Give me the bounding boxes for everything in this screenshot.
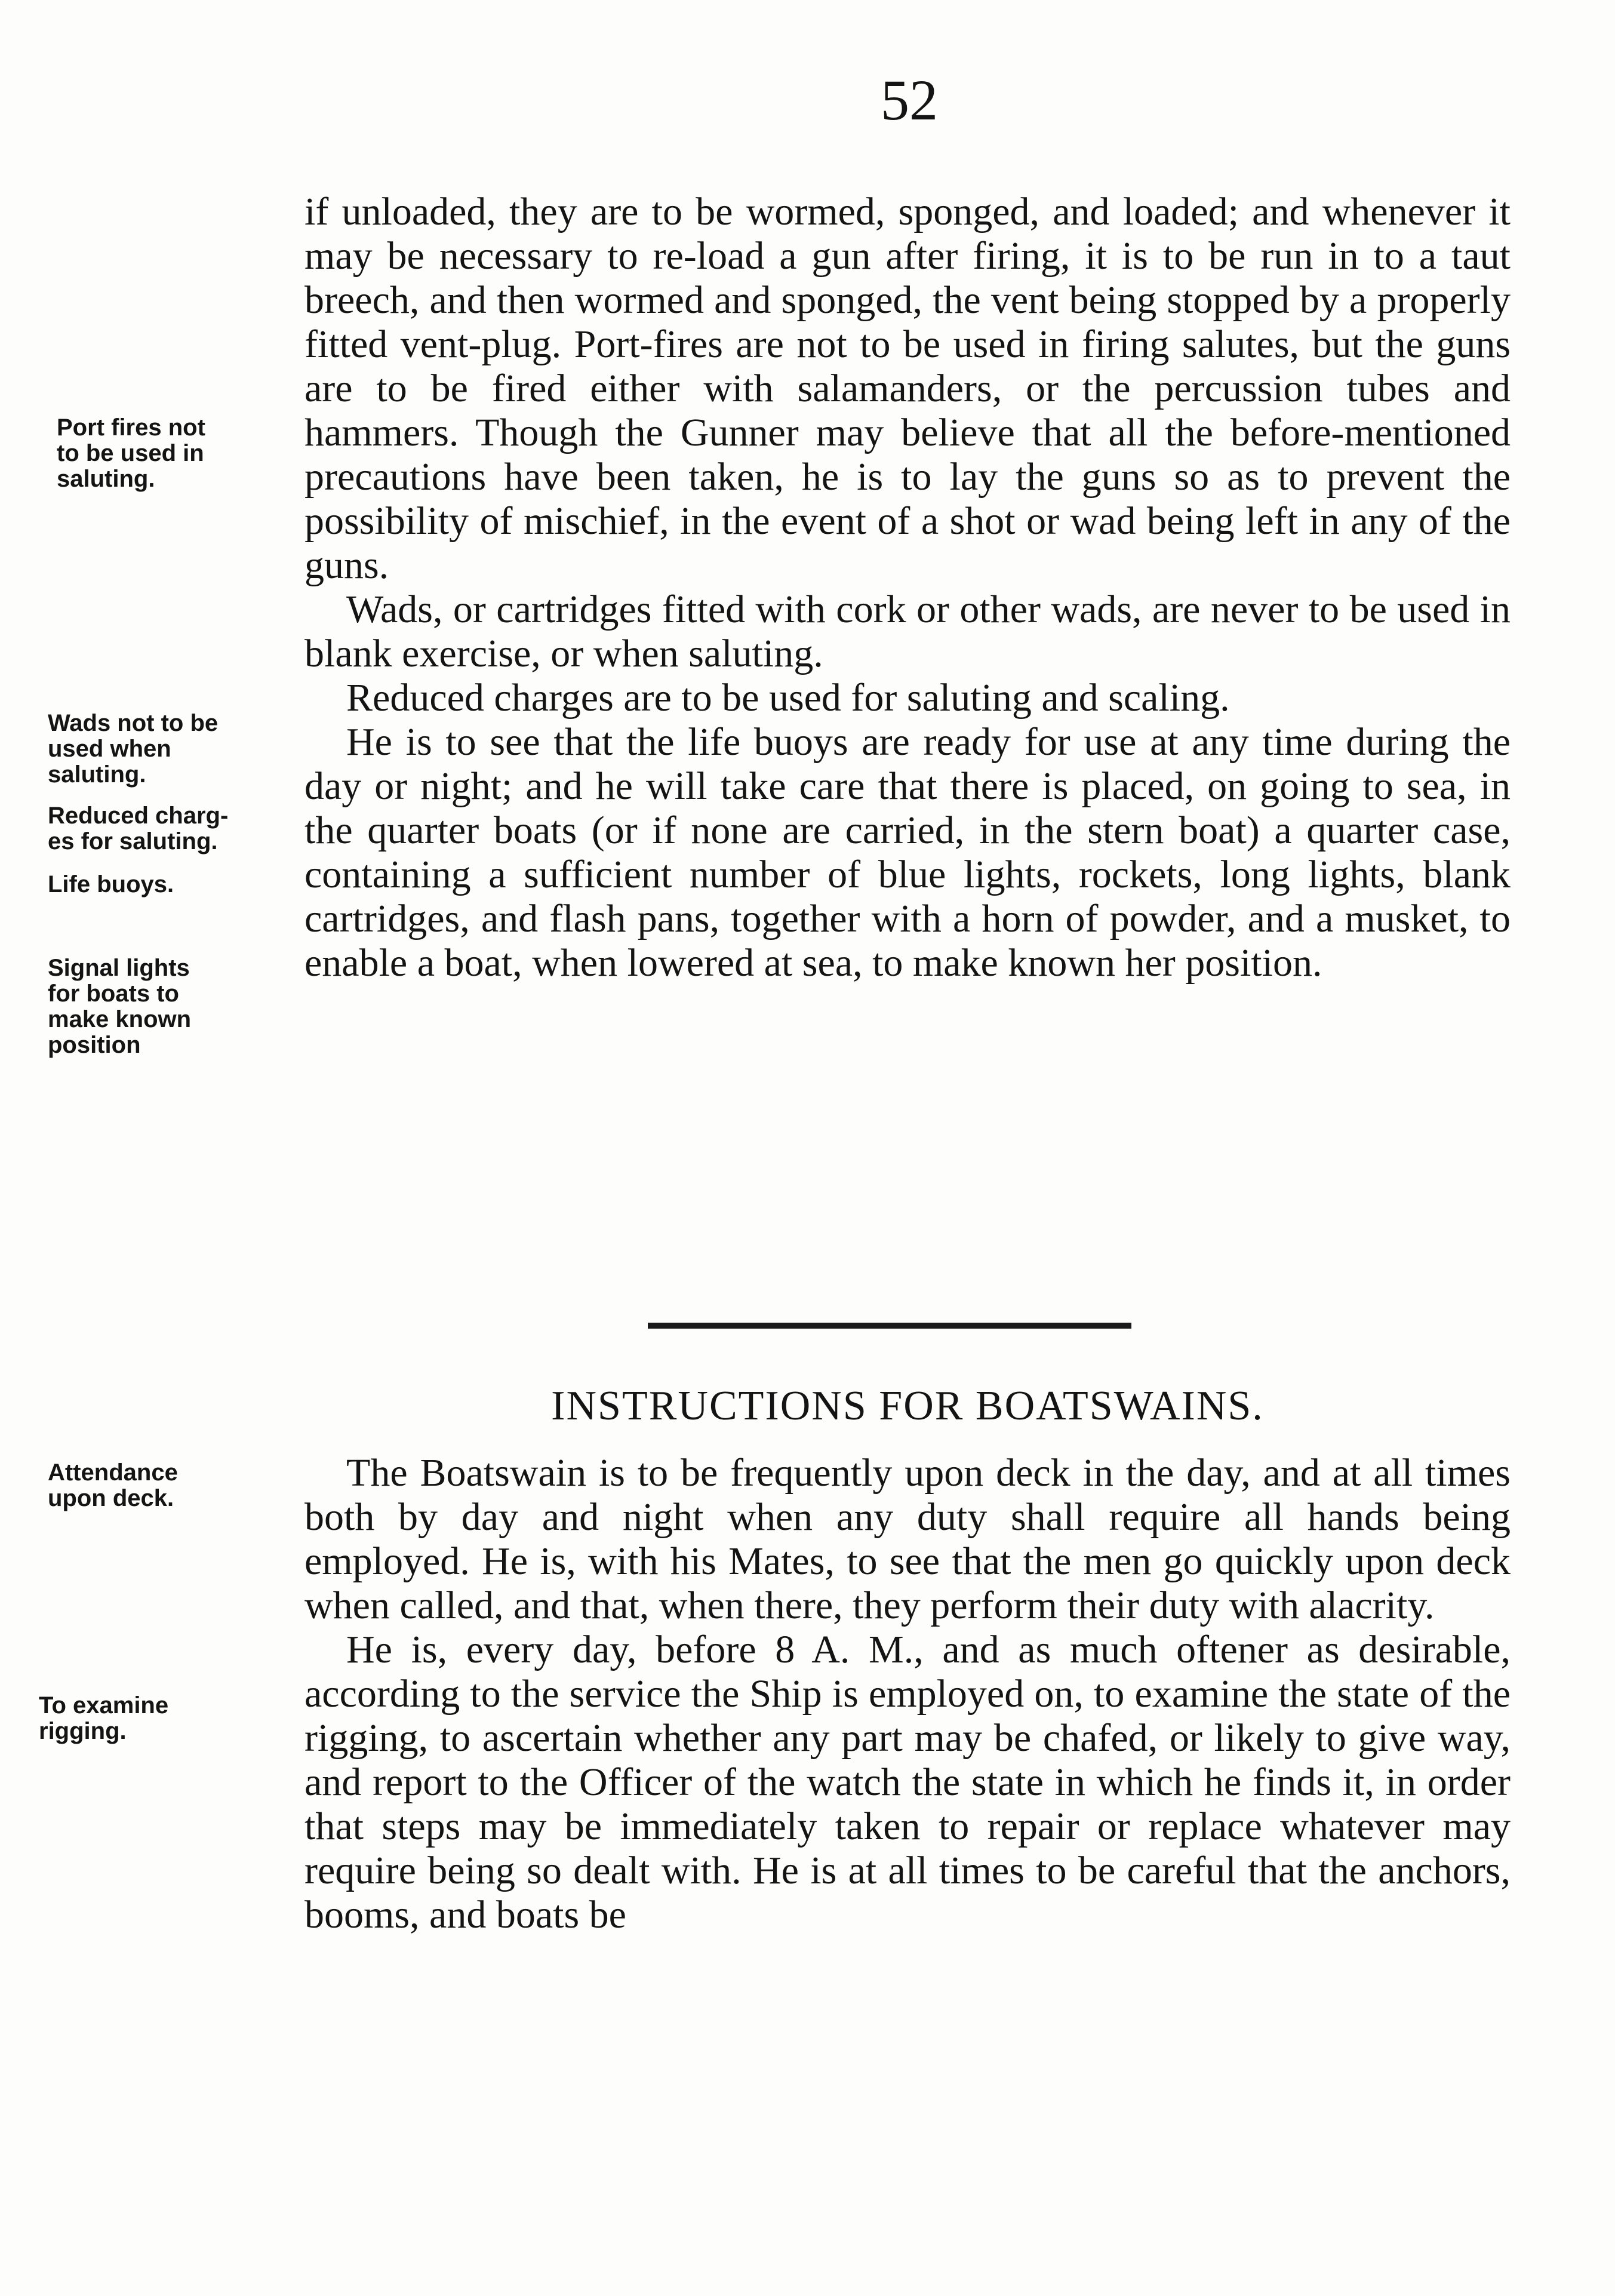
gunner-instructions-text: [304, 190, 1511, 985]
margin-note-rigging: To examine rigging.: [39, 1692, 169, 1744]
margin-note-wads: Wads not to be used when saluting.: [48, 710, 219, 788]
margin-note-attendance: Attendance upon deck.: [48, 1459, 178, 1511]
section-divider: [648, 1323, 1131, 1329]
margin-note-life-buoys: Life buoys.: [48, 871, 174, 898]
margin-note-signal-lights: Signal lights for boats to make known position: [48, 955, 192, 1058]
paragraph-reduced-charges: Reduced charges are to be used for saluting and scaling.: [346, 676, 1230, 720]
section-heading: INSTRUCTIONS FOR BOATSWAINS.: [551, 1383, 1264, 1429]
paragraph-life-buoys: He is to see that the life buoys are ready for use at any time during the day or night; and he will take care that there is placed, on going to sea, in the quarter boats (or if none are carried, in the stern boat) a quarter case, containing a sufficient number of blue lights, rockets, long lights, blank cartridges, and flash pans, together with a horn of powder, and a musket, to enable a boat, when lowered at sea, to make known her position.: [304, 720, 1511, 985]
paragraph-attendance: The Boatswain is to be frequently upon deck in the day, and at all times both by day and night when any duty shall require all hands being employed. He is, with his Mates, to see that the men go quickly upon deck when called, and that, when there, they perform their duty with alacrity.: [304, 1451, 1511, 1627]
margin-note-port-fires: Port fires not to be used in saluting.: [57, 414, 205, 492]
page-number: 52: [881, 68, 938, 132]
paragraph-wads: Wads, or cartridges fitted with cork or other wads, are never to be used in blank exercise, or when saluting.: [304, 588, 1511, 675]
margin-note-reduced-charges: Reduced charg- es for saluting.: [48, 803, 229, 855]
boatswain-instructions-text: [304, 1451, 1511, 1937]
paragraph-salute-precautions: if unloaded, they are to be wormed, sponged, and loaded; and whenever it may be necessary to re-load a gun after firing, it is to be run in to a taut breech, and then wormed and sponged, the vent being stopped by a properly fitted vent-plug. Port-fires are not to be used in firing salutes, but the guns are to be fired either with salamanders, or the percussion tubes and hammers. Though the Gunner may believe that all the before-mentioned precautions have been taken, he is to lay the guns so as to prevent the possibility of mischief, in the event of a shot or wad being left in any of the guns.: [304, 190, 1511, 587]
paragraph-rigging: He is, every day, before 8 A. M., and as much oftener as desirable, according to the service the Ship is employed on, to examine the state of the rigging, to ascertain whether any part may be chafed, or likely to give way, and report to the Officer of the watch the state in which he finds it, in order that steps may be immediately taken to repair or replace whatever may require being so dealt with. He is at all times to be careful that the anchors, booms, and boats be: [304, 1628, 1511, 1937]
